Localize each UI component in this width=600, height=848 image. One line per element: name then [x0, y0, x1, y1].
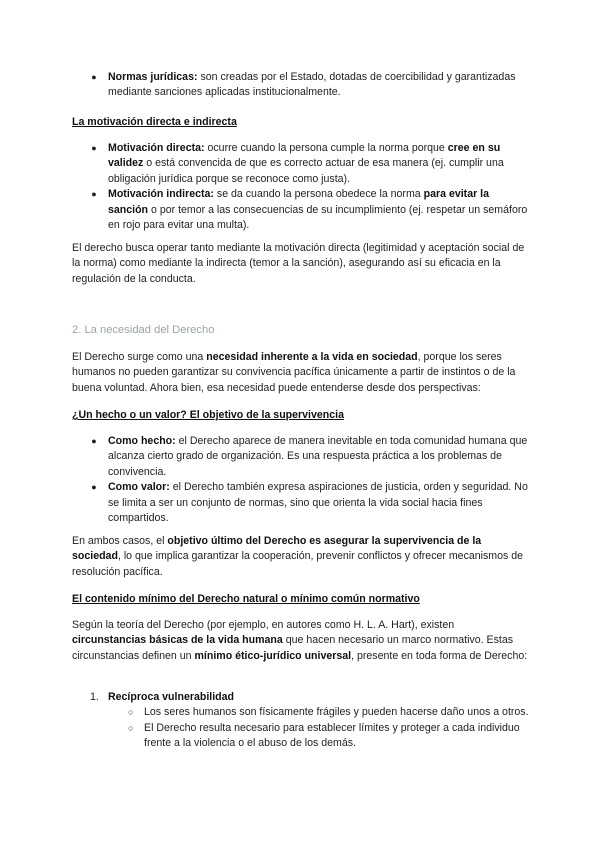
intro-bullet-list: [0, 70, 530, 101]
list-item: ● Como valor: el Derecho también expresa aspiraciones de justicia, orden y seguridad. No se limita a ser un conjunto de normas, sino que orienta la vida social hacia fines compartidos.: [0, 480, 530, 526]
paragraph-necesidad: El Derecho surge como una necesidad inherente a la vida en sociedad, porque los seres humanos no pueden garantizar su convivencia pacífica únicamente a partir de instintos o de la buena voluntad. Ahora bien, esa necesidad puede entenderse desde dos perspectivas:: [72, 351, 516, 394]
bullet-icon: ●: [91, 482, 97, 493]
sub-list-item: ○ El Derecho resulta necesario para establecer límites y proteger a cada individuo frente a la violencia o el abuso de los demás.: [128, 721, 520, 750]
paragraph-objetivo: En ambos casos, el objetivo último del Derecho es asegurar la supervivencia de la sociedad, lo que implica garantizar la cooperación, prevenir conflictos y ofrecer mecanismos de resolución pacífica.: [72, 535, 524, 578]
list-number: 1.: [90, 691, 99, 703]
list-item: [0, 70, 530, 101]
bullet-icon: ●: [91, 189, 97, 200]
numbered-list: [0, 690, 530, 752]
list-item-title: Recíproca vulnerabilidad: [108, 691, 234, 703]
heading-motivacion: La motivación directa e indirecta: [72, 116, 237, 128]
list-item: ● Como hecho: el Derecho aparece de manera inevitable en toda comunidad humana que alcanza cierto grado de organización. Es una respuesta práctica a los problemas de convivencia.: [0, 434, 530, 480]
list-item: ● Motivación indirecta: se da cuando la persona obedece la norma para evitar la sanción o por temor a las consecuencias de su incumplimiento (ej. respetar un semáforo en rojo para evitar una multa).: [0, 187, 530, 233]
hollow-bullet-icon: ○: [128, 722, 134, 733]
bullet-icon: ●: [91, 436, 97, 446]
heading-hecho-valor: ¿Un hecho o un valor? El objetivo de la supervivencia: [72, 409, 344, 421]
list-item: ● Motivación directa: ocurre cuando la persona cumple la norma porque cree en su validez o está convencida de que es correcto actuar de esa manera (ej. cumplir una obligación jurídica porque se reconoce como justa).: [0, 141, 530, 187]
paragraph-motivacion: El derecho busca operar tanto mediante la motivación directa (legitimidad y aceptación social de la norma) como mediante la indirecta (temor a la sanción), asegurando así su eficacia en la regulación de la conducta.: [72, 242, 525, 285]
sub-list-item: ○ Los seres humanos son físicamente frágiles y pueden hacerse daño unos a otros.: [0, 705, 530, 720]
list-item: [0, 690, 530, 705]
bullet-label: Normas jurídicas:: [108, 71, 198, 83]
bullet-text: son creadas por el Estado, dotadas de coercibilidad y garantizadas mediante sanciones aplicadas institucionalmente.: [108, 71, 516, 99]
motivacion-bullet-list: [0, 141, 530, 233]
section-title: 2. La necesidad del Derecho: [72, 324, 215, 336]
paragraph-minimo: Según la teoría del Derecho (por ejemplo, en autores como H. L. A. Hart), existen circunstancias básicas de la vida humana que hacen necesario un marco normativo. Estas circunstancias definen un mínimo ético-jurídico universal, presente en toda forma de Derecho:: [72, 619, 528, 662]
hollow-bullet-icon: ○: [128, 707, 134, 718]
heading-minimo: El contenido mínimo del Derecho natural o mínimo común normativo: [72, 593, 420, 605]
hecho-valor-bullet-list: [0, 434, 530, 526]
bullet-icon: ●: [91, 143, 97, 153]
bullet-icon: ●: [91, 72, 97, 82]
